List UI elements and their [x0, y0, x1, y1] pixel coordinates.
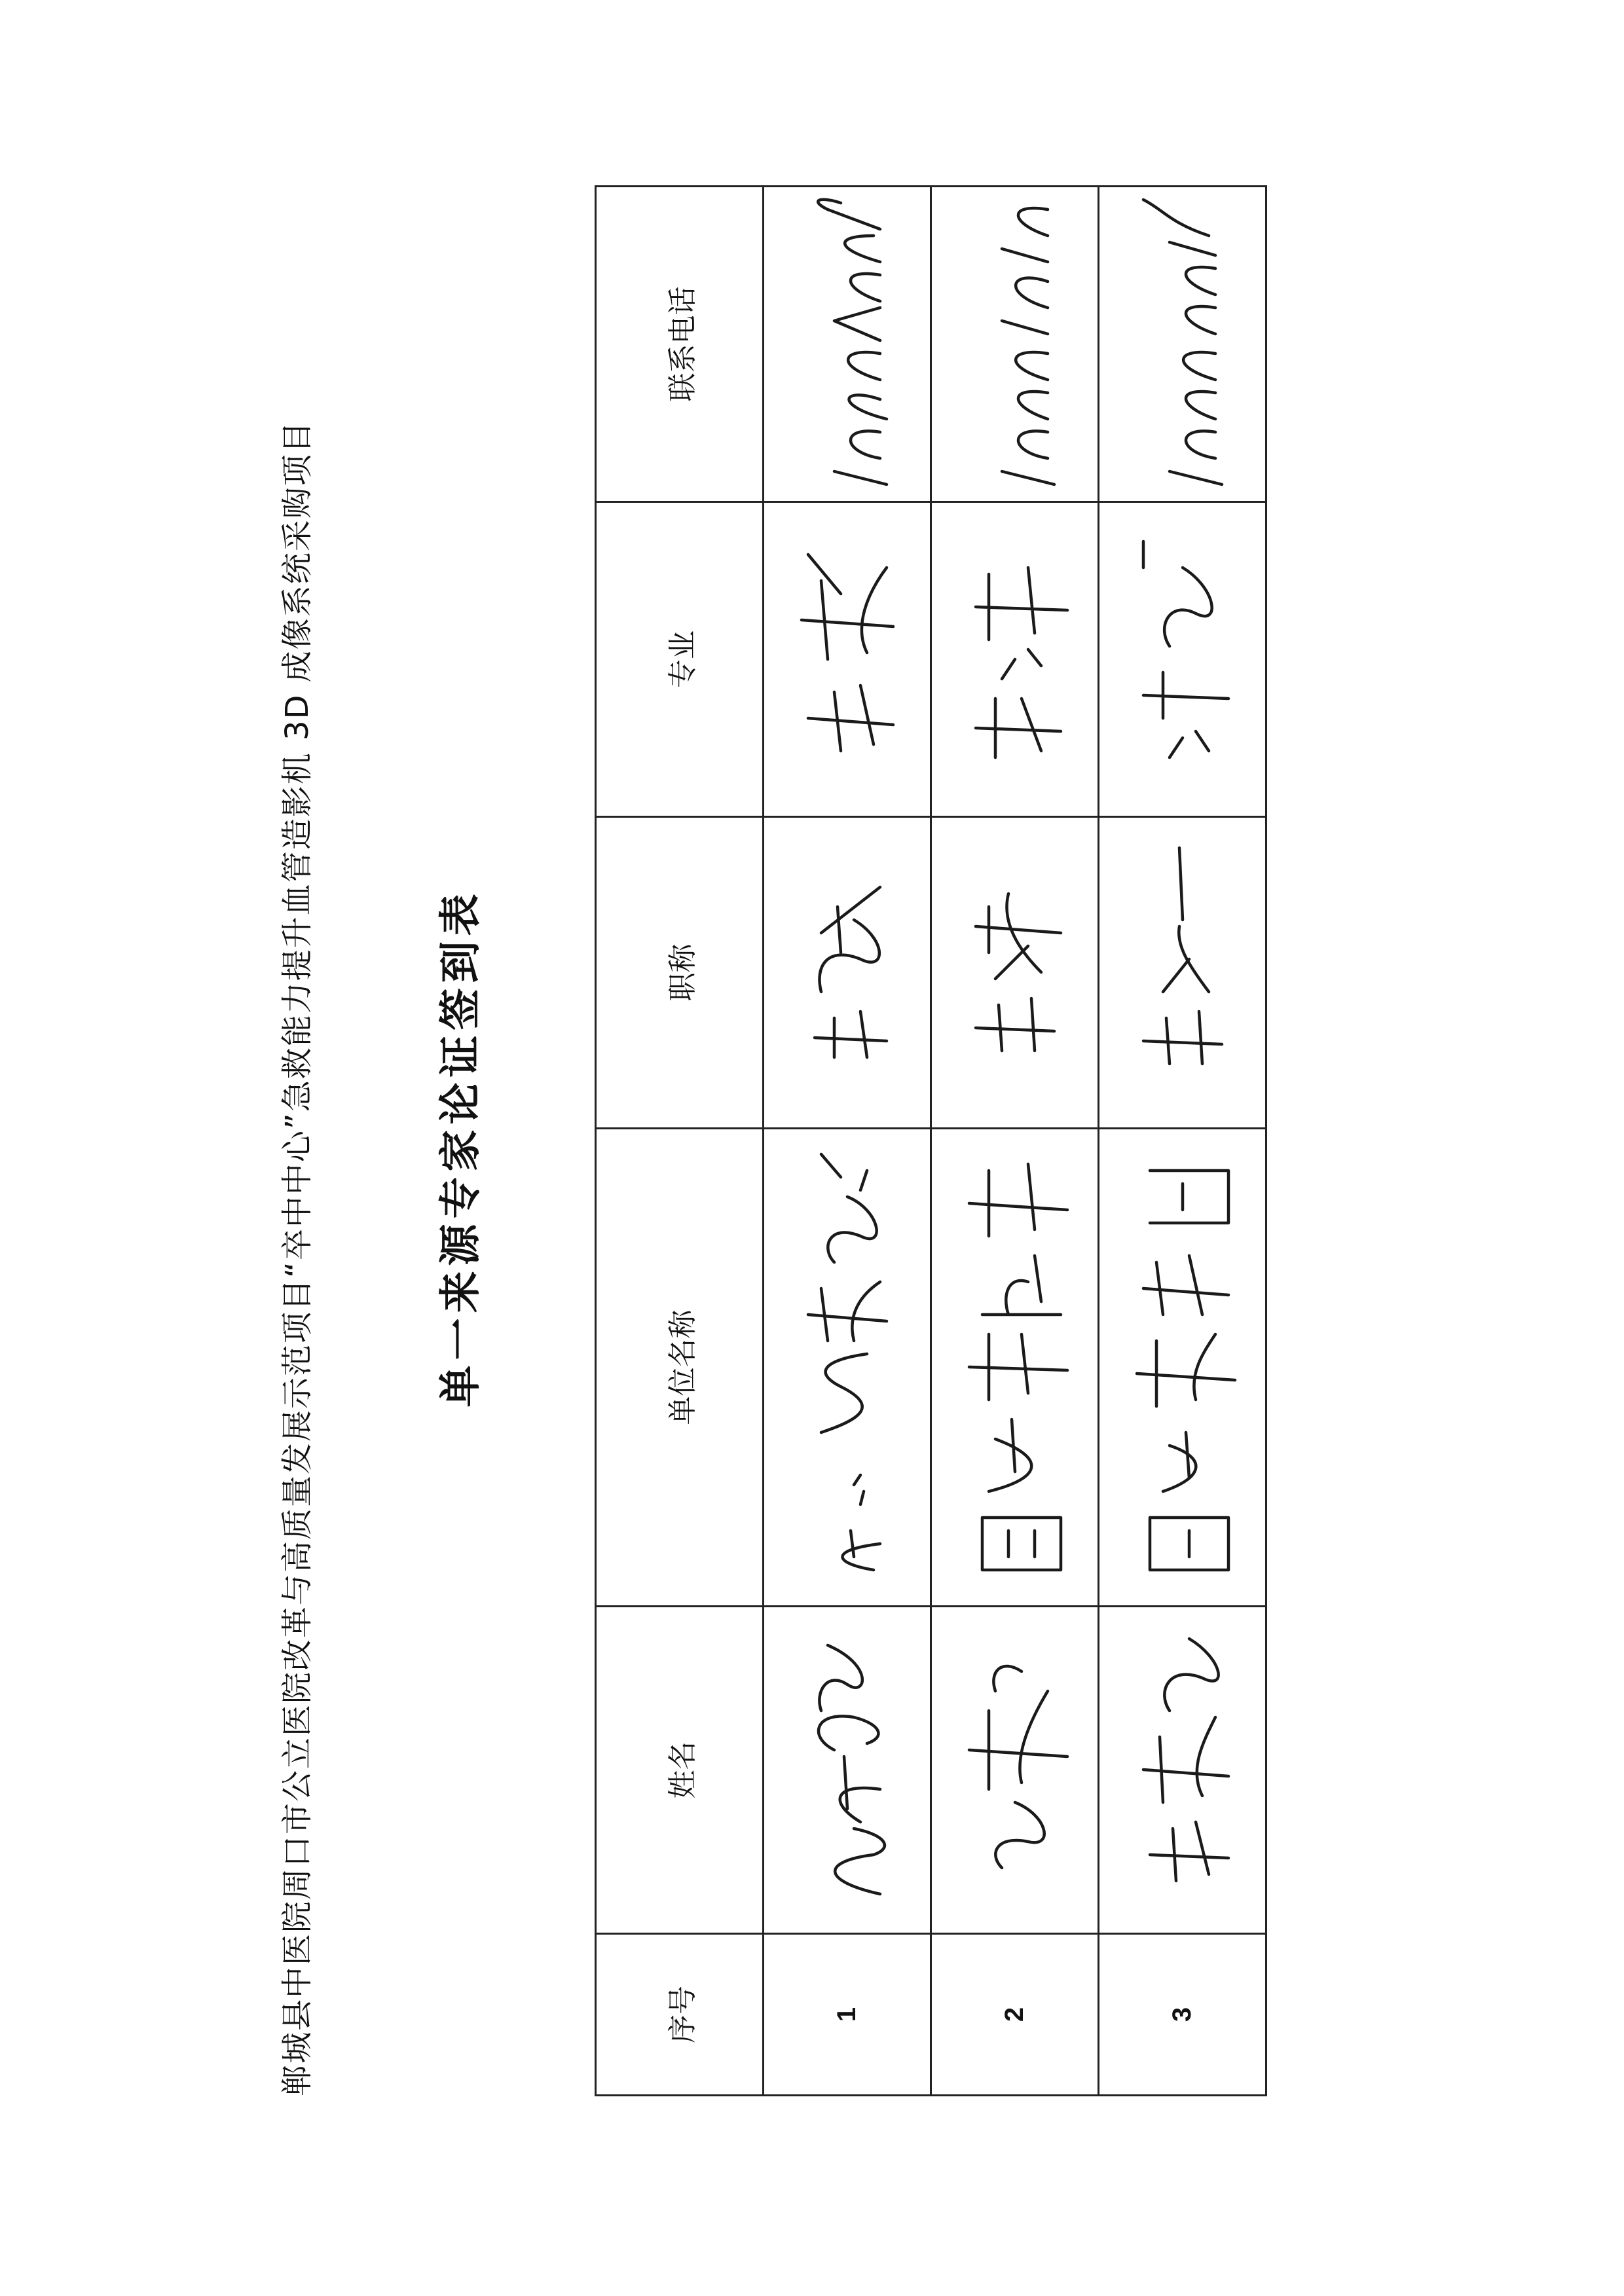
name-signature: [931, 1607, 1099, 1934]
signature-image: [782, 1633, 913, 1908]
unit-handwriting: [764, 1129, 931, 1607]
header-phone: 联系电话: [596, 187, 764, 502]
header-title: 职称: [596, 817, 764, 1129]
handwriting-image: [950, 1145, 1080, 1590]
handwriting-image: [1117, 1145, 1248, 1590]
header-name: 姓名: [596, 1607, 764, 1934]
form-title: 单一来源专家论证签到表: [437, 888, 485, 1408]
signature-image: [1117, 1633, 1248, 1908]
handwriting-image: [1117, 842, 1248, 1104]
signature-image: [950, 1633, 1080, 1908]
unit-handwriting: [1099, 1129, 1266, 1607]
header-unit: 单位名称: [596, 1129, 764, 1607]
header-major: 专业: [596, 502, 764, 817]
title-handwriting: [764, 817, 931, 1129]
table-row: [1099, 187, 1266, 2096]
phone-handwriting: [764, 187, 931, 502]
row-seq: 3: [1099, 1934, 1266, 2096]
handwriting-image: [1117, 191, 1248, 498]
table-row: [931, 187, 1099, 2096]
table-row: [764, 187, 931, 2096]
handwriting-image: [782, 1145, 913, 1590]
row-seq: 1: [764, 1934, 931, 2096]
handwriting-image: [782, 842, 913, 1104]
handwriting-image: [782, 191, 913, 498]
handwriting-image: [782, 528, 913, 790]
title-handwriting: [1099, 817, 1266, 1129]
phone-handwriting: [931, 187, 1099, 502]
title-handwriting: [931, 817, 1099, 1129]
major-handwriting: [764, 502, 931, 817]
handwriting-image: [950, 528, 1080, 790]
row-seq: 2: [931, 1934, 1099, 2096]
handwriting-image: [950, 842, 1080, 1104]
major-handwriting: [1099, 502, 1266, 817]
handwriting-image: [1117, 528, 1248, 790]
signin-table: [595, 185, 1267, 2096]
name-signature: [1099, 1607, 1266, 1934]
unit-handwriting: [931, 1129, 1099, 1607]
table-header-row: [596, 187, 764, 2096]
phone-handwriting: [1099, 187, 1266, 502]
name-signature: [764, 1607, 931, 1934]
handwriting-image: [950, 191, 1080, 498]
header-seq: 序号: [596, 1934, 764, 2096]
major-handwriting: [931, 502, 1099, 817]
project-title: 郸城县中医院周口市公立医院改革与高质量发展示范项目“卒中中心”急救能力提升血管造影机 3D 成像系统采购项目: [279, 420, 316, 2096]
